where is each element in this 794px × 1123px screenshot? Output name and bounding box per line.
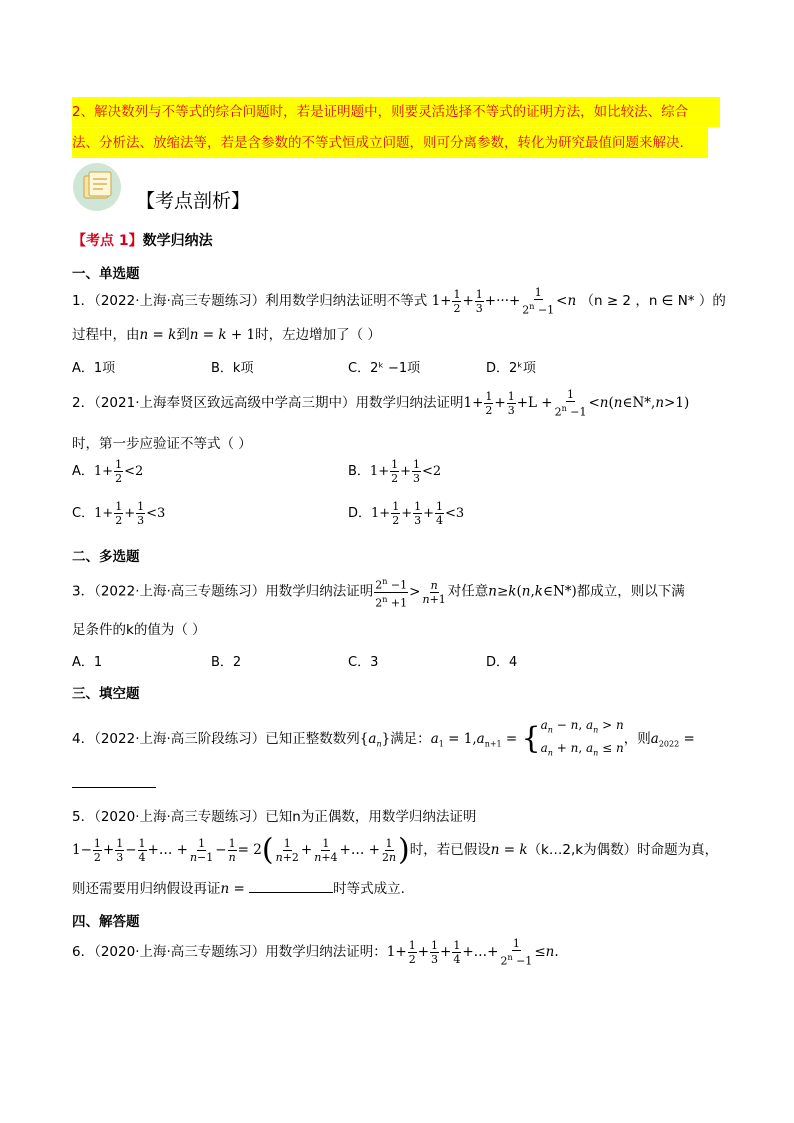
q1-condition: （n ≥ 2 ，n ∈ N* ）的 <box>580 292 726 309</box>
q5-line-3a: 则还需要用归纳假设再证 <box>72 881 221 897</box>
q1-option-c: C．2ᵏ −1项 <box>348 361 421 376</box>
part-heading-3: 三、填空题 <box>72 686 140 702</box>
q3-option-a: A．1 <box>72 655 103 670</box>
q2-option-d: D．1+ $\frac{1}{2}$ + $\frac{1}{3}$ + $\frac{1}{4}$ <3 <box>348 500 465 527</box>
q1-source: 1．（2022·上海·高三专题练习）利用数学归纳法证明不等式 <box>72 292 428 309</box>
q5-answer-blank[interactable] <box>249 878 333 893</box>
q2-source: 2．（2021·上海奉贤区致远高级中学高三期中）用数学归纳法证明 <box>72 394 464 411</box>
q3-line-1: 3．（2022·上海·高三专题练习）用数学归纳法证明 $\frac{2^n -1}{2^n +1}$ > $\frac{n}{n+1}$ 对任意n≥k(n,k∈N*)都成立，则以下满 <box>72 577 685 610</box>
q3-option-c: C．3 <box>348 655 379 670</box>
q2-formula: 1+ $\frac{1}{2}$ + $\frac{1}{3}$ +L + $\frac{1}{2^n -1}$ <n(n∈N*,n>1) <box>463 388 690 419</box>
part-heading-1: 一、单选题 <box>72 266 140 282</box>
q3-line-2: 足条件的k的值为（ ） <box>72 622 206 638</box>
intro-line-2: 法、分析法、放缩法等，若是含参数的不等式恒成立问题，则可分离参数，转化为研究最值问题来解决. <box>72 128 708 158</box>
part-heading-4: 四、解答题 <box>72 914 140 930</box>
q1-option-d: D．2ᵏ项 <box>486 361 536 376</box>
q2-option-b: B．1+ $\frac{1}{2}$ + $\frac{1}{3}$ <2 <box>348 458 442 485</box>
q2-line-2: 时，第一步应验证不等式（ ） <box>72 436 252 452</box>
q2-option-c: C．1+ $\frac{1}{2}$ + $\frac{1}{3}$ <3 <box>72 500 166 527</box>
q4-mid: 满足： <box>390 730 431 747</box>
topic-name: 数学归纳法 <box>142 233 213 249</box>
notebook-icon <box>72 162 122 212</box>
q1-line-1 <box>72 286 726 317</box>
q3-option-b: B．2 <box>211 655 242 670</box>
q6-source: 6．（2020·上海·高三专题练习）用数学归纳法证明： <box>72 944 387 960</box>
q1-line-2b: 时，左边增加了（ ） <box>255 327 381 343</box>
topic-tag: 【考点 1】 <box>72 233 143 249</box>
q5-mid2: （k…2,k为偶数）时命题为真， <box>527 842 719 858</box>
q3-mid: 对任意 <box>447 583 489 600</box>
q6-formula: 1+ $\frac{1}{2}$ + $\frac{1}{3}$ + $\frac{1}{4}$ +…+ $\frac{1}{2^n -1}$ ≤n. <box>386 937 559 968</box>
q4-source: 4．（2022·上海·高三阶段练习）已知正整数数列 <box>72 730 360 747</box>
q3-source: 3．（2022·上海·高三专题练习）用数学归纳法证明 <box>72 583 374 600</box>
q1-line-2a: 过程中，由 <box>72 327 140 343</box>
intro-line-1: 2、解决数列与不等式的综合问题时，若是证明题中，则要灵活选择不等式的证明方法，如比较法、综合 <box>72 97 720 127</box>
q5-formula: 1− $\frac{1}{2}$ + $\frac{1}{3}$ − $\frac{1}{4}$ +… + $\frac{1}{n-1}$ − $\frac{1}{n}$ = 2( $\frac{1}{n+2}$ + $\frac{1}{n+4}$ +… + $\frac{1}{2n}$ ) <box>72 832 410 868</box>
q2-option-a: A．1+ $\frac{1}{2}$ <2 <box>72 458 144 485</box>
section-title: 【考点剖析】 <box>136 190 251 212</box>
q5-line-3b: 时等式成立. <box>333 881 405 897</box>
q2-line-1 <box>72 388 689 419</box>
q5-mid: 时，若已假设 <box>409 842 491 858</box>
part-heading-2: 二、多选题 <box>72 549 140 565</box>
topic-heading <box>72 230 213 250</box>
q1-formula-2: n = k <box>139 327 177 343</box>
q5-line-2: 1− $\frac{1}{2}$ + $\frac{1}{3}$ − $\frac{1}{4}$ +… + $\frac{1}{n-1}$ − $\frac{1}{n}$ = 2( $\frac{1}{n+2}$ + $\frac{1}{n+4}$ +… + $\frac{1}{2n}$ )时，若已假设n = k（k…2,k为偶数）时命题为真， <box>72 832 719 868</box>
q1-formula: 1+ $\frac{1}{2}$ + $\frac{1}{3}$ +···+ $\frac{1}{2^n -1}$ <n <box>431 286 577 317</box>
q1-option-b: B．k项 <box>211 361 254 376</box>
q3-formula: $\frac{2^n -1}{2^n +1}$ > $\frac{n}{n+1}$ <box>375 577 446 610</box>
q1-option-a: A．1项 <box>72 361 116 376</box>
q1-line-2: 过程中，由n = k到n = k + 1时，左边增加了（ ） <box>72 327 381 343</box>
q4-line-1: 4．（2022·上海·高三阶段练习）已知正整数数列$\{a_n\}$满足：$a_1 = 1,a_{n+1}$ = { $a_n - n$, $a_n > n$ $a_n + n$, $a_n \le n$ ，则$a_{2022}$ = <box>72 718 695 758</box>
q4-formula: $a_1 = 1,a_{n+1}$ = { $a_n - n$, $a_n > n$ $a_n + n$, $a_n \le n$ <box>430 718 624 758</box>
q5-line-3: 则还需要用归纳假设再证n = 时等式成立. <box>72 877 405 897</box>
q4-tail: ，则 <box>623 730 651 747</box>
q6-line-1 <box>72 935 559 969</box>
q4-answer-blank[interactable] <box>72 787 156 788</box>
q5-line-1: 5．（2020·上海·高三专题练习）已知n为正偶数，用数学归纳法证明 <box>72 809 477 825</box>
q3-option-d: D．4 <box>486 655 518 670</box>
q3-tail: 都成立，则以下满 <box>576 583 685 600</box>
